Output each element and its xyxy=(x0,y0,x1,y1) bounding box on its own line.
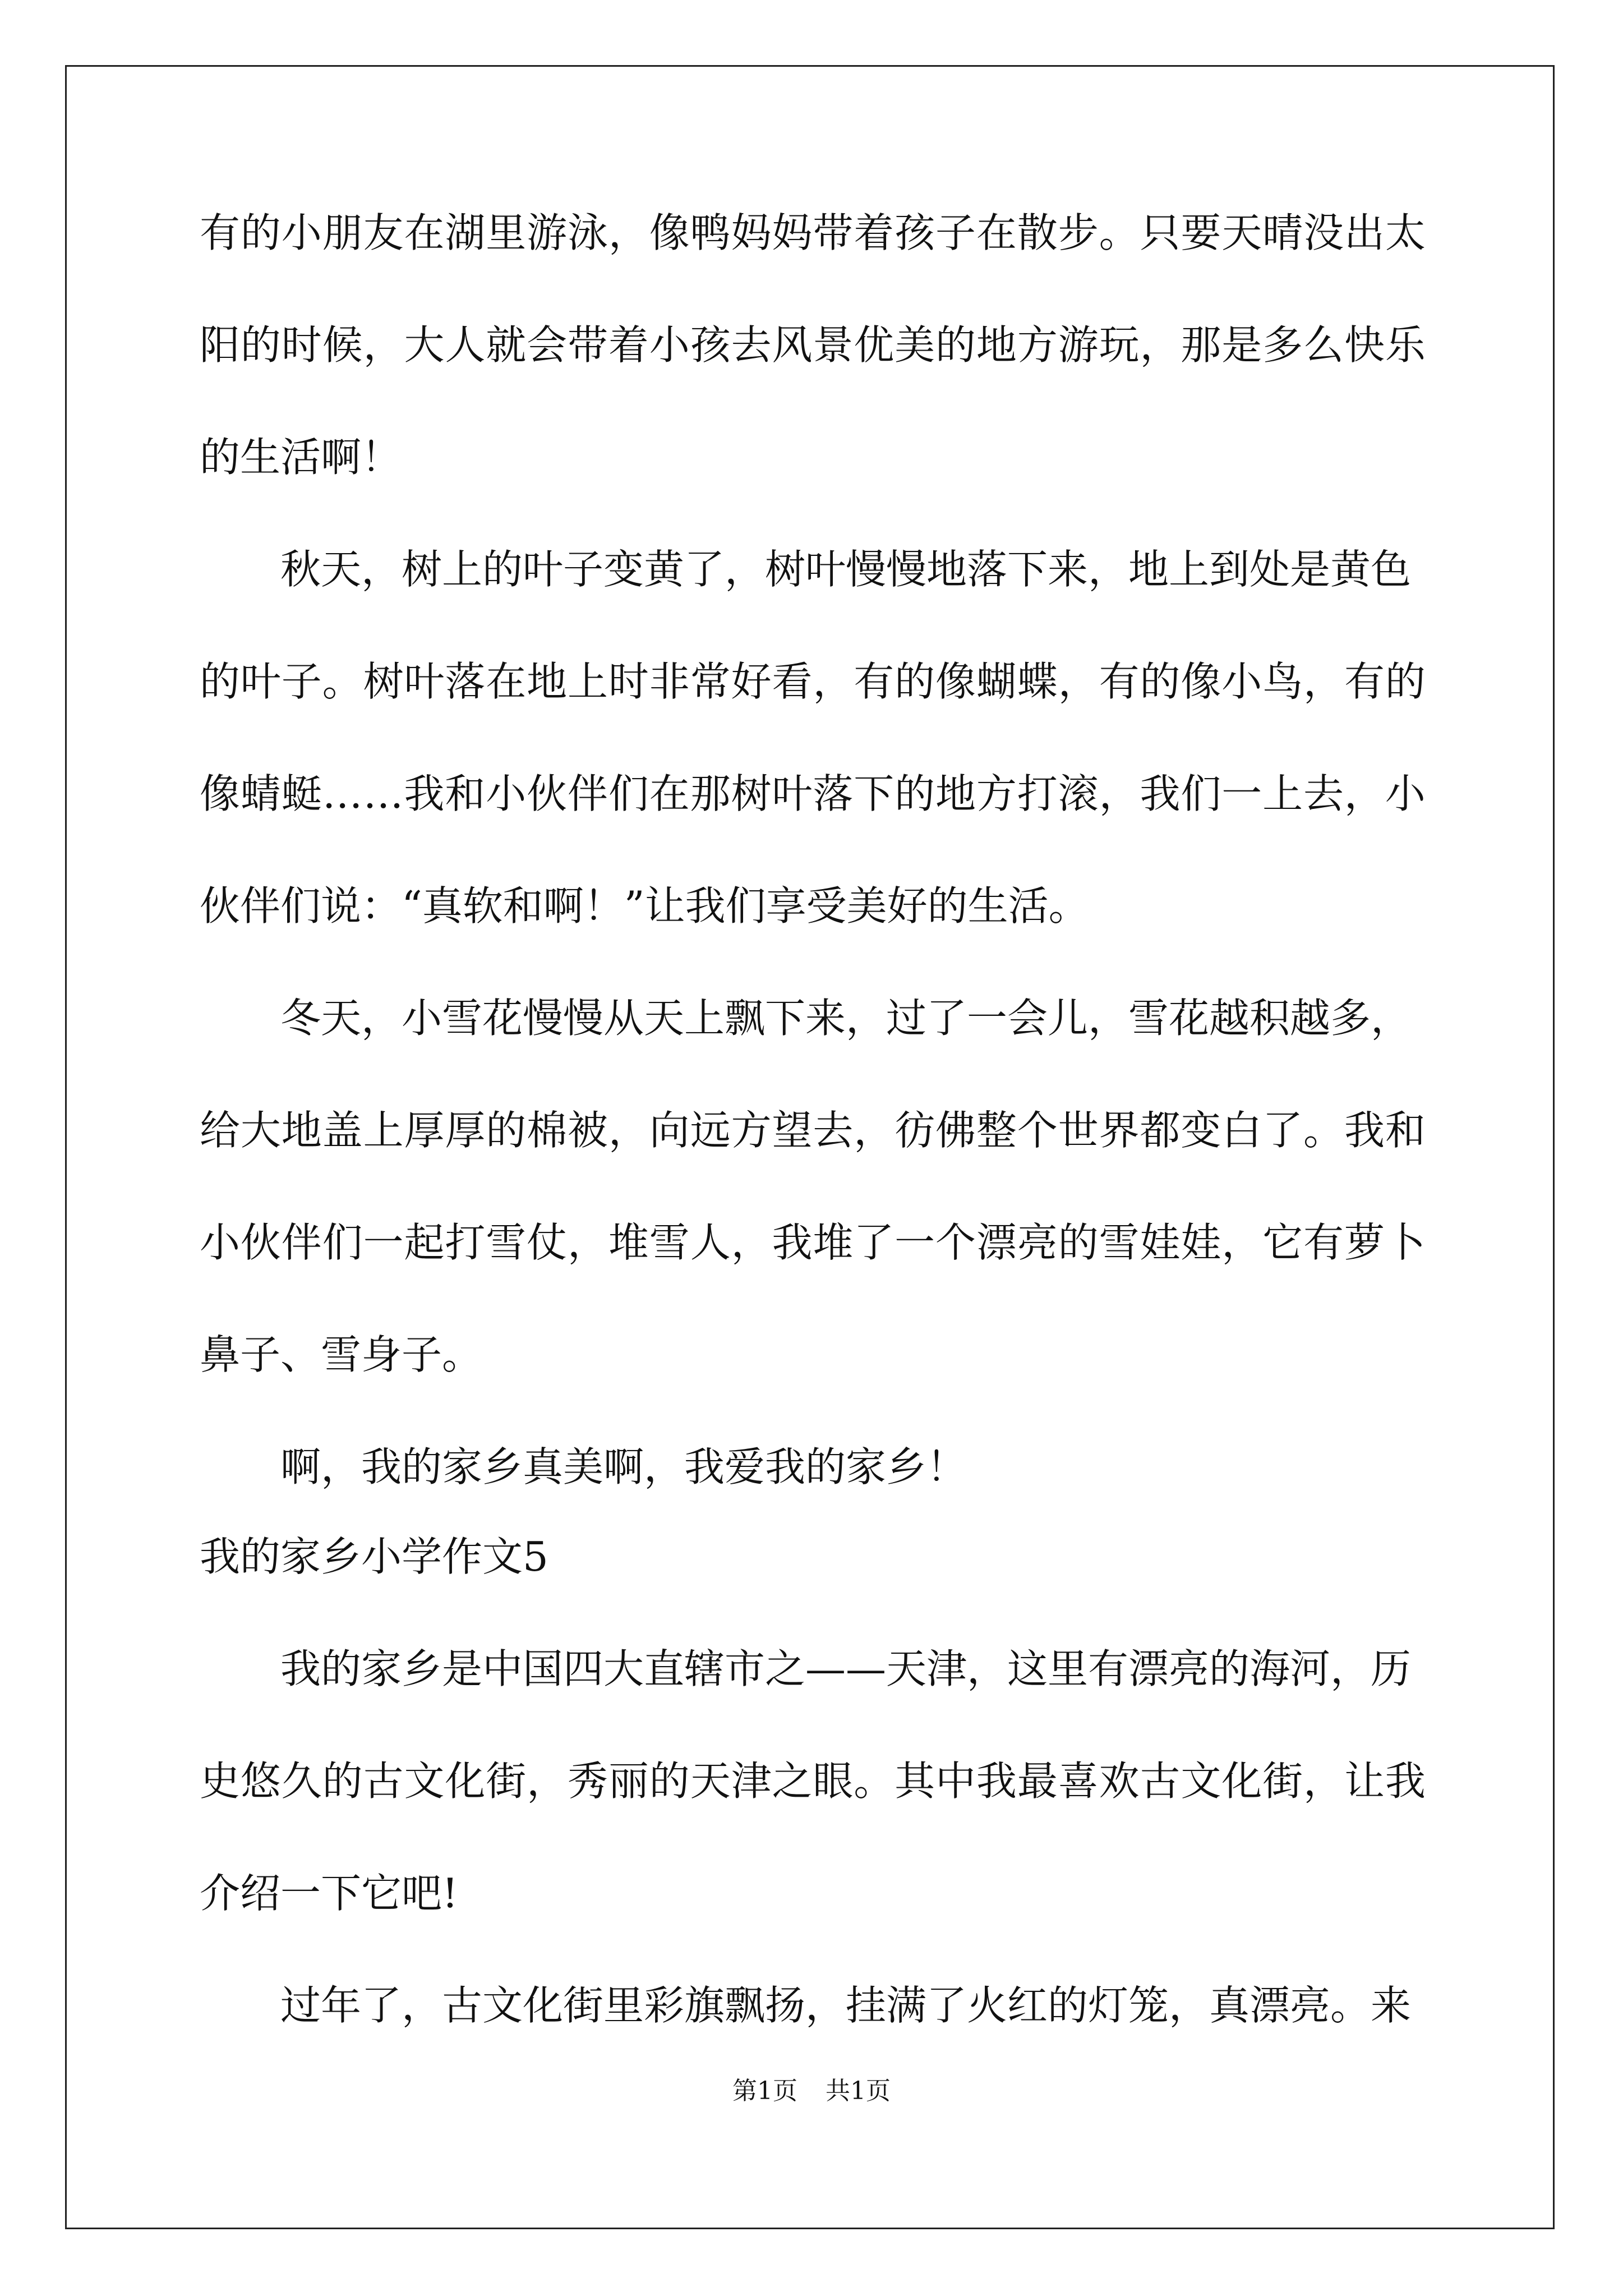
page-number-label: 第1页 xyxy=(732,2077,797,2105)
page-total-label: 共1页 xyxy=(826,2077,891,2105)
text-line: 的生活啊！ xyxy=(200,434,402,481)
text-line: 介绍一下它吧! xyxy=(200,1870,458,1917)
paragraph-first-line: 我的家乡是中国四大直辖市之——天津，这里有漂亮的海河，历 xyxy=(280,1645,1412,1692)
paragraph-first-line: 冬天，小雪花慢慢从天上飘下来，过了一会儿，雪花越积越多， xyxy=(280,995,1412,1042)
text-line: 鼻子、雪身子。 xyxy=(200,1331,483,1378)
text-line: 伙伴们说：“真软和啊！”让我们享受美好的生活。 xyxy=(200,882,1089,930)
text-line: 阳 的 时 候 ， 大 人 就 会 带 着 小 孩 去 风 景 优 美 的 地 方 游 玩 ， 那 是 多 么 快 乐 xyxy=(200,321,1426,369)
text-line: 像 蜻 蜓 … … 我 和 小 伙 伴 们 在 那 树 叶 落 下 的 地 方 打 滚 ， 我 们 一 上 去 ， 小 xyxy=(200,770,1426,817)
text-line: 史 悠 久 的 古 文 化 街 ， 秀 丽 的 天 津 之 眼 。 其 中 我 最 喜 欢 古 文 化 街 ， 让 我 xyxy=(200,1757,1426,1805)
text-line: 的 叶 子 。 树 叶 落 在 地 上 时 非 常 好 看 ， 有 的 像 蝴 蝶 ， 有 的 像 小 鸟 ， 有 的 xyxy=(200,658,1426,705)
paragraph-first-line: 啊，我的家乡真美啊，我爱我的家乡！ xyxy=(280,1443,967,1490)
paragraph-first-line: 秋天，树上的叶子变黄了，树叶慢慢地落下来，地上到处是黄色 xyxy=(280,546,1412,593)
paragraph-first-line: 过年了，古文化街里彩旗飘扬，挂满了火红的灯笼，真漂亮。来 xyxy=(280,1982,1412,2029)
text-line: 小 伙 伴 们 一 起 打 雪 仗 ， 堆 雪 人 ， 我 堆 了 一 个 漂 亮 的 雪 娃 娃 ， 它 有 萝 卜 xyxy=(200,1219,1426,1266)
text-line: 给 大 地 盖 上 厚 厚 的 棉 被 ， 向 远 方 望 去 ， 彷 佛 整 个 世 界 都 变 白 了 。 我 和 xyxy=(200,1107,1426,1154)
section-heading: 我的家乡小学作文5 xyxy=(200,1533,548,1580)
text-line: 有 的 小 朋 友 在 湖 里 游 泳 ， 像 鸭 妈 妈 带 着 孩 子 在 散 步 。 只 要 天 晴 没 出 太 xyxy=(200,209,1426,256)
page-footer xyxy=(0,2074,1623,2108)
